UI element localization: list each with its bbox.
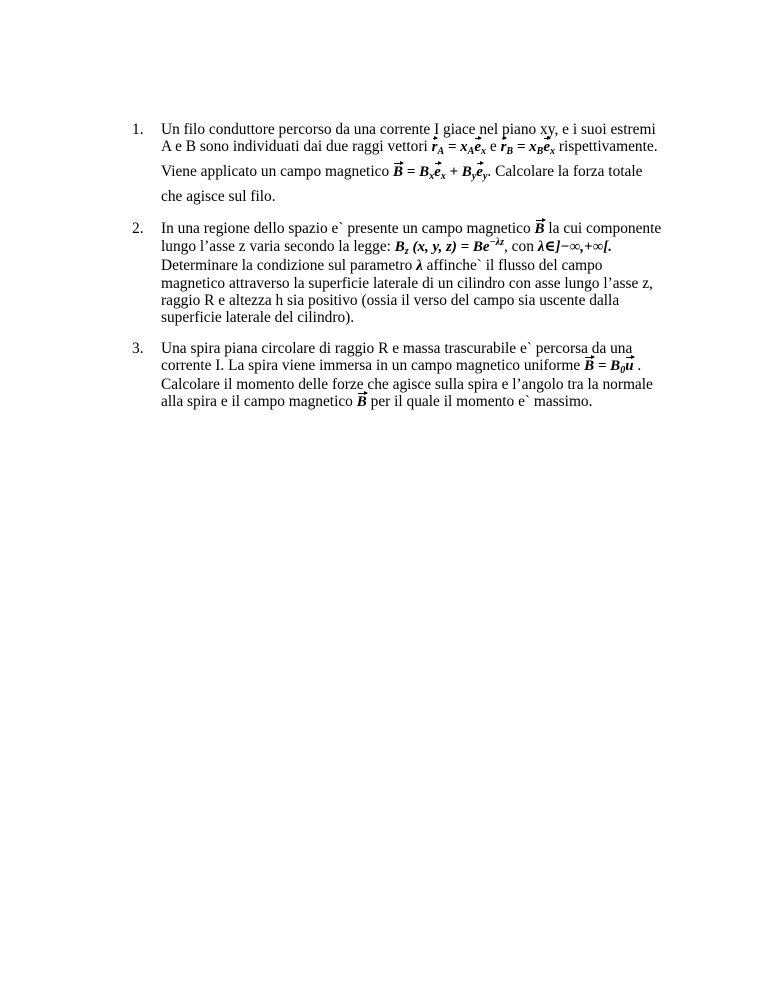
problem-3-line-2 [161, 357, 692, 376]
problem-3-line-4-text: alla spira e il campo magnetico [161, 393, 353, 410]
problem-2-line-6: superficie laterale del cilindro). [161, 309, 355, 326]
problem-3-line-3: Calcolare il momento delle forze che agisce sulla spira e l’angolo tra la normale [161, 376, 653, 393]
problem-2-line-2 [161, 238, 692, 257]
formula-bz: $B_z$ (x, y, $z) = Be^{-\lambda z}$ [394, 237, 504, 257]
formula-lambda-range: λ∈]−∞,+∞[. [537, 239, 613, 255]
problem-3-line-2-end: . [637, 357, 642, 374]
problem-3-line-4-end: per il quale il momento e` massimo. [370, 393, 593, 410]
problem-2-line-3 [161, 257, 692, 275]
problem-2-line-3-end: affinche` il flusso del campo [426, 257, 603, 274]
conjunction-text: e [489, 138, 497, 155]
problem-3-line-1: Una spira piana circolare di raggio R e massa trascurabile e` percorsa da una [161, 340, 633, 357]
problem-1-line-2 [161, 138, 692, 157]
problem-1 [132, 121, 692, 205]
problem-list [132, 121, 692, 411]
problem-2-line-5: raggio R e altezza h sia positivo (ossia il verso del campo sia uscente dalla [161, 292, 620, 309]
problem-number: 2. [132, 220, 144, 237]
problem-2-line-2-mid: , con [503, 238, 534, 255]
problem-1-line-4: che agisce sul filo. [161, 188, 276, 205]
problem-1-line-1: Un filo conduttore percorso da una corrente I giace nel piano xy, e i suoi estremi [161, 121, 656, 138]
problem-number: 3. [132, 340, 144, 357]
formula-b-vector: B [356, 394, 367, 410]
problem-2 [132, 220, 692, 326]
problem-3-line-4 [161, 393, 692, 411]
problem-2-line-1-text: In una regione dello spazio e` presente un campo magnetico [161, 220, 531, 237]
problem-2-line-1-end: la cui componente [548, 220, 662, 237]
formula-b-uniform: $B = B_0u$ [584, 358, 634, 376]
problem-number: 1. [132, 121, 144, 138]
formula-b-field: $B = B_xe_x + B_ye_y$ [393, 164, 488, 182]
formula-ra: $r_A = x_Ae_x$ [431, 139, 487, 157]
problem-3 [132, 340, 692, 411]
formula-b-vector: B [534, 221, 545, 237]
problem-1-line-2-text: A e B sono individuati dai due raggi vettori [161, 138, 428, 155]
problem-2-line-3-text: Determinare la condizione sul parametro [161, 257, 413, 274]
problem-2-line-2-text: lungo l’asse z varia secondo la legge: [161, 238, 391, 255]
problem-1-line-3 [161, 163, 692, 182]
problem-1-line-3-end: . Calcolare la forza totale [487, 163, 643, 180]
problem-1-line-3-text: Viene applicato un campo magnetico [161, 163, 390, 180]
problem-3-line-2-text: corrente I. La spira viene immersa in un campo magnetico uniforme [161, 357, 581, 374]
formula-lambda: λ [416, 258, 423, 274]
problem-2-line-4: magnetico attraverso la superficie laterale di un cilindro con asse lungo l’asse z, [161, 275, 653, 292]
problem-2-line-1 [161, 220, 692, 238]
formula-rb: $r_B = x_Be_x$ [500, 139, 555, 157]
problem-1-line-2-end: rispettivamente. [558, 138, 658, 155]
